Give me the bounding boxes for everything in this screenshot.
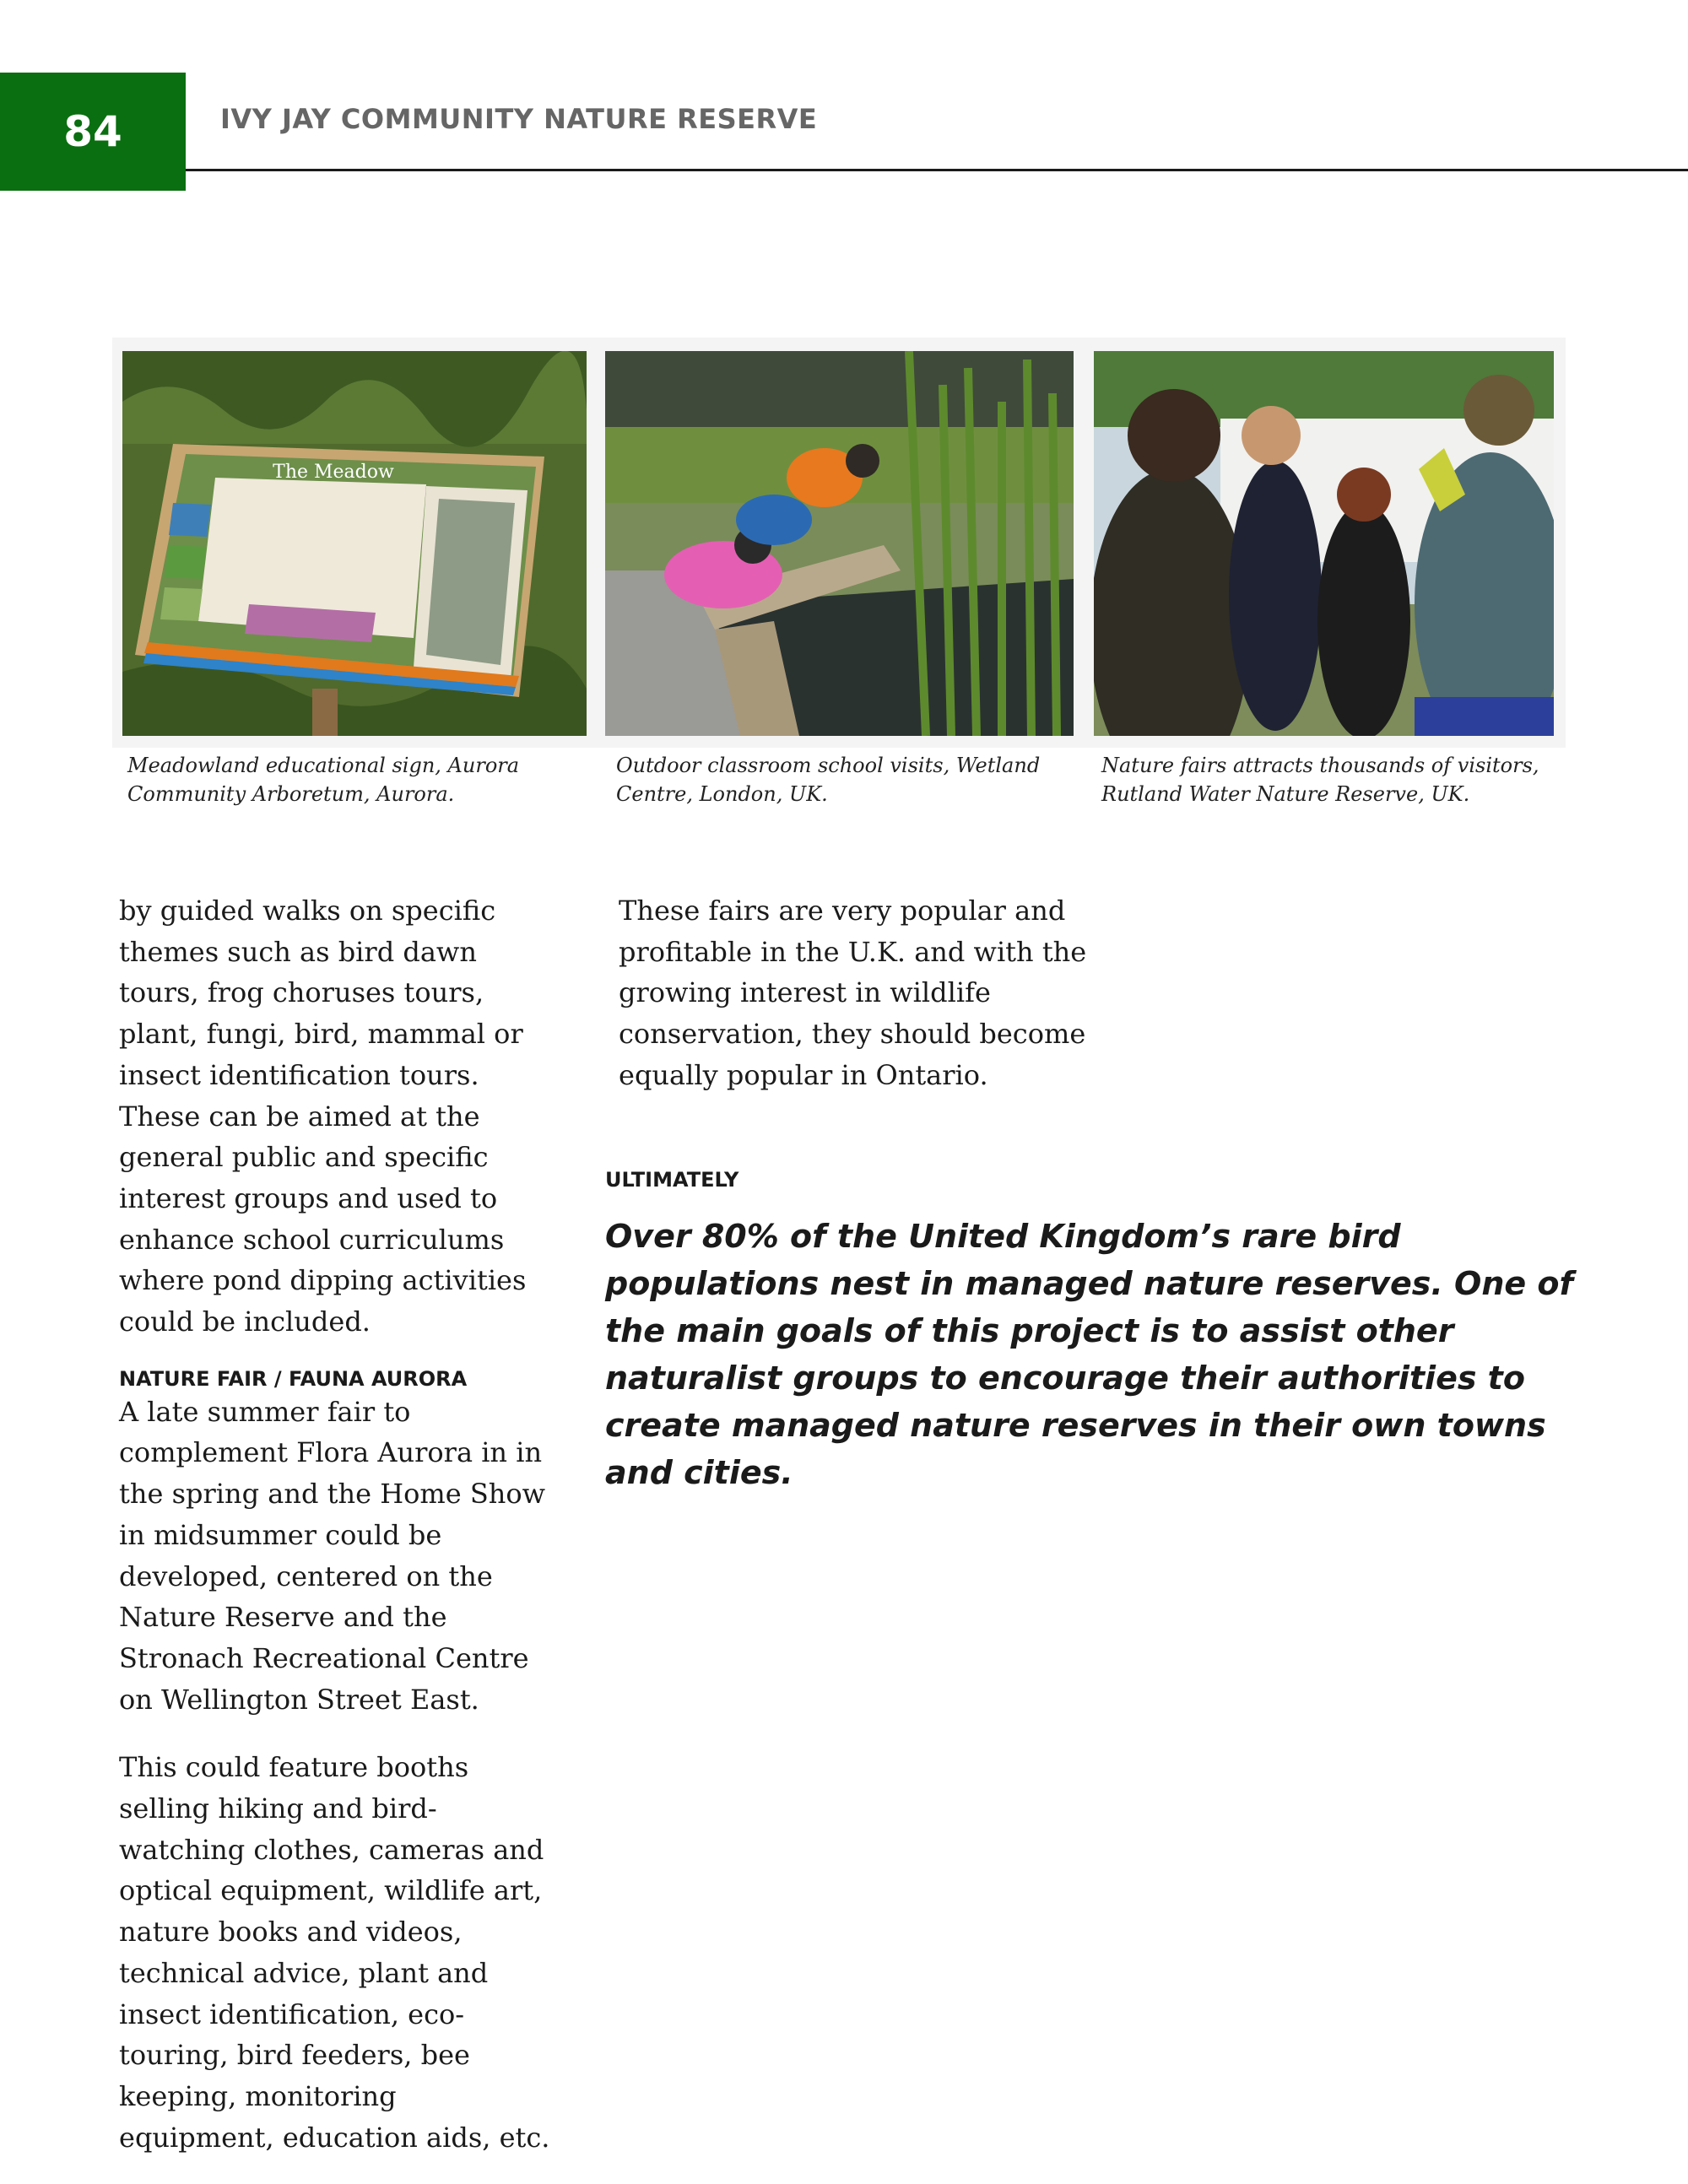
- left-text-column: [119, 890, 558, 2158]
- photo-meadow-sign: [122, 351, 587, 736]
- photo-nature-fair: [1094, 351, 1554, 736]
- photo-caption: Outdoor classroom school visits, Wetland Centre, London, UK.: [616, 754, 1041, 806]
- page-number-badge: [0, 73, 186, 191]
- photo-caption: Meadowland educational sign, Aurora Community Arboretum, Aurora.: [127, 754, 520, 806]
- fairs-paragraph: These fairs are very popular and profitable in the U.K. and with the growing interest in wildlife conservation, they should become equally popular in Ontario.: [619, 895, 1087, 1091]
- page-number: 84: [63, 107, 122, 156]
- intro-paragraph: by guided walks on specific themes such as bird dawn tours, frog choruses tours, plant, fungi, bird, mammal or insect identification tours. These can be aimed at the general public and specific interest groups and used to enhance school curriculums where pond dipping activities could be included.: [119, 895, 527, 1338]
- fair-paragraph: A late summer fair to complement Flora Aurora in in the spring and the Home Show in midsummer could be developed, centered on the Nature Reserve and the Stronach Recreational Centre on Wellington Street East.: [119, 1395, 546, 1716]
- photo-caption: Nature fairs attracts thousands of visitors, Rutland Water Nature Reserve, UK.: [1101, 754, 1539, 806]
- middle-text-column: [605, 890, 1576, 1496]
- ultimately-heading: ULTIMATELY: [605, 1167, 739, 1192]
- header-rule: [186, 169, 1688, 171]
- photo-pond-dipping: [605, 351, 1074, 736]
- sign-title-text: The Meadow: [273, 462, 394, 483]
- running-header-title: IVY JAY COMMUNITY NATURE RESERVE: [220, 103, 818, 135]
- nature-fair-heading: NATURE FAIR / FAUNA AURORA: [119, 1366, 468, 1391]
- pull-quote: Over 80% of the United Kingdom’s rare bird populations nest in managed nature reserves. One of the main goals of this project is to assist other naturalist groups to encourage their authorities to create managed nature reserves in their own towns and cities.: [605, 1217, 1574, 1491]
- booths-paragraph: This could feature booths selling hiking and bird-watching clothes, cameras and optical equipment, wildlife art, nature books and videos, technical advice, plant and insect identification, eco-touring, bird feeders, bee keeping, monitoring equipment, education aids, etc.: [119, 1751, 550, 2154]
